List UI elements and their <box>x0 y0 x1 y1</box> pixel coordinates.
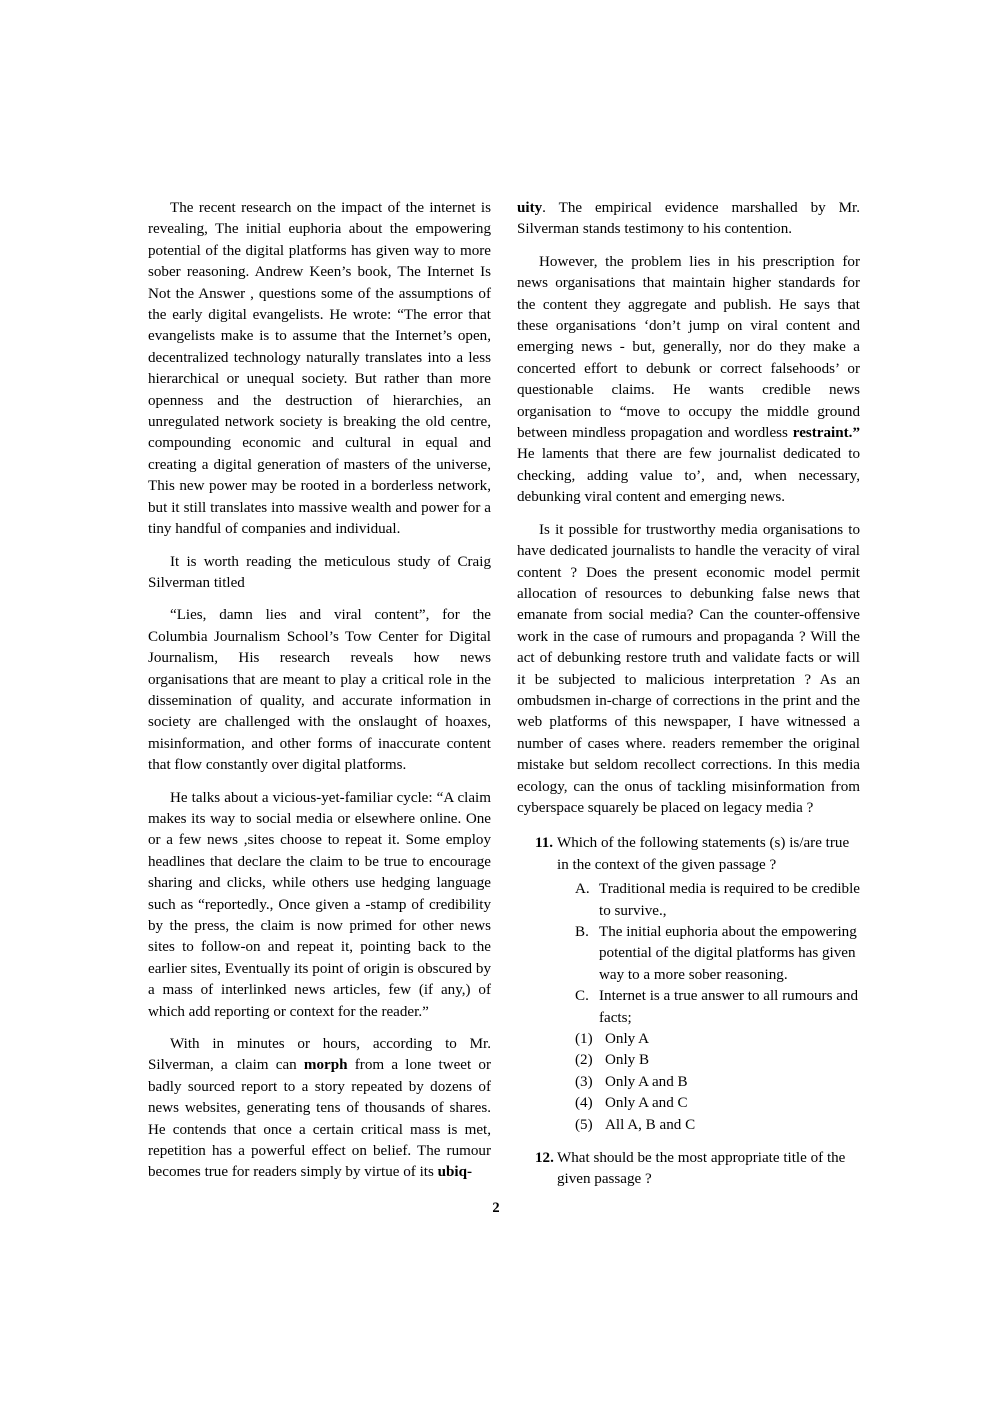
option-item-text: Only A and B <box>605 1073 688 1090</box>
option-item-label: (5) <box>575 1116 593 1133</box>
paragraph <box>517 198 860 241</box>
two-column-body <box>148 198 860 1194</box>
paragraph <box>148 552 491 595</box>
question-number: 11. <box>535 835 554 852</box>
body-text: It is worth reading the meticulous study of Craig Silverman titled <box>148 553 491 591</box>
statement-item <box>517 922 860 986</box>
statement-item-label: C. <box>575 988 589 1005</box>
question-block-12 <box>517 1148 860 1191</box>
option-item[interactable] <box>517 1029 860 1050</box>
option-item-label: (3) <box>575 1073 593 1090</box>
paragraph <box>148 605 491 776</box>
statement-item-label: A. <box>575 881 590 898</box>
question-number: 12. <box>535 1150 554 1167</box>
statement-item-text: Traditional media is required to be credible to survive., <box>599 881 860 919</box>
option-item[interactable] <box>517 1093 860 1114</box>
paragraph <box>148 1034 491 1184</box>
paragraph <box>148 788 491 1023</box>
paragraph <box>148 198 491 541</box>
option-item-label: (4) <box>575 1095 593 1112</box>
question-block-11 <box>517 833 860 1136</box>
body-text: With in minutes or hours, according to Mr. Silverman, a claim can <box>148 1036 491 1074</box>
option-item-text: All A, B and C <box>605 1116 696 1133</box>
paragraph <box>517 520 860 820</box>
question-heading <box>517 1148 860 1191</box>
statement-item-text: Internet is a true answer to all rumours and facts; <box>599 988 859 1026</box>
statement-item <box>517 986 860 1029</box>
body-text: The recent research on the impact of the internet is revealing, The initial euphoria about the empowering potential of the digital platforms has given way to more sober reasoning. Andrew Keen’s book, The Internet Is Not the Answer , questions some of the assumptions of the early digital evangelists. He wrote: “The error that evangelists make is to assume that the Internet’s open, decentralized technology naturally translates into a less hierarchical or unequal society. But rather than more openness and the destruction of hierarchies, an unregulated network society is breaking the old centre, compounding economic and cultural in equal and creating a digital generation of masters of the universe, This new power may be rooted in a borderless network, but it still translates into massive wealth and power for a tiny handful of companies and individual. <box>148 200 491 538</box>
page-number: 2 <box>492 1200 500 1216</box>
option-item[interactable] <box>517 1072 860 1093</box>
option-item-text: Only A <box>605 1031 650 1048</box>
statement-list <box>517 879 860 1029</box>
option-item-text: Only B <box>605 1052 650 1069</box>
body-text: Is it possible for trustworthy media organisations to have dedicated journalists to handle the veracity of viral content ? Does the present economic model permit allocation of resources to debunking false news that emanate from social media? Can the counter-offensive work in the case of rumours and propaganda ? Will the act of debunking restore truth and validate facts or will it be subjected to malicious interpretation ? As an ombudsmen in-charge of corrections in the print and the web platforms of this newspaper, I have witnessed a number of cases where. readers remember the original mistake but seldom recollect corrections. In this media ecology, can the onus of tackling misinformation from cyberspace squarely be placed on legacy media ? <box>517 521 860 816</box>
question-text: What should be the most appropriate title of the given passage ? <box>557 1150 846 1188</box>
emphasis-text: uity <box>517 200 543 216</box>
body-text: “Lies, damn lies and viral content”, for the Columbia Journalism School’s Tow Center for Digital Journalism, His research reveals how news organisations that are meant to play a critical role in the dissemination of quality, and accurate information in society are challenged with the onslaught of hoaxes, misinformation, and other forms of inaccurate content that flow constantly over digital platforms. <box>148 607 491 774</box>
question-text: Which of the following statements (s) is/are true in the context of the given passage ? <box>557 835 850 873</box>
emphasis-text: ubiq- <box>437 1164 473 1181</box>
right-text-column <box>517 198 860 1194</box>
statement-item-label: B. <box>575 924 589 940</box>
body-text: . The empirical evidence marshalled by Mr. Silverman stands testimony to his contention. <box>517 200 860 238</box>
statement-item-text: The initial euphoria about the empowering potential of the digital platforms has given way to a more sober reasoning. <box>599 924 857 983</box>
body-text: He talks about a vicious-yet-familiar cycle: “A claim makes its way to social media or elsewhere online. One or a few news ,sites choose to repeat it. Some employ headlines that declare the claim to be true to encourage sharing and clicks, while others use hedging language such as “reportedly., Once given a -stamp of credibility by the press, the claim is now primed for other news sites to follow-on and repeat it, pointing back to the earlier sites, Eventually its point of origin is obscured by a mass of interlinked news articles, few (if any,) of which add reporting or context for the reader.” <box>148 789 491 1020</box>
question-heading <box>517 833 860 876</box>
statement-item <box>517 879 860 922</box>
option-item[interactable] <box>517 1115 860 1136</box>
body-text: However, the problem lies in his prescription for news organisations that maintain higher standards for the content they aggregate and publish. He says that these organisations ‘don’t jump on viral content and emerging news - but, generally, nor do they make a concerted effort to debunk or correct falsehoods’ or questionable claims. He wants credible news organisation to “move to occupy the middle ground between mindless propagation and wordless <box>517 253 860 442</box>
body-text: from a lone tweet or badly sourced report to a story repeated by dozens of news websites, generating tens of thousands of shares. He contends that once a certain critical mass is met, repetition has a powerful effect on belief. The rumour becomes true for readers simply by virtue of its <box>148 1057 491 1181</box>
option-item-text: Only A and C <box>605 1095 688 1112</box>
emphasis-text: restraint.” <box>792 425 860 442</box>
option-list <box>517 1029 860 1136</box>
option-item-label: (1) <box>575 1031 593 1048</box>
body-text: He laments that there are few journalist dedicated to checking, adding value to’, and, when necessary, debunking viral content and emerging news. <box>517 446 860 506</box>
option-item-label: (2) <box>575 1052 593 1069</box>
option-item[interactable] <box>517 1050 860 1071</box>
paragraph <box>517 252 860 509</box>
emphasis-text: morph <box>303 1057 348 1074</box>
left-text-column <box>148 198 491 1194</box>
